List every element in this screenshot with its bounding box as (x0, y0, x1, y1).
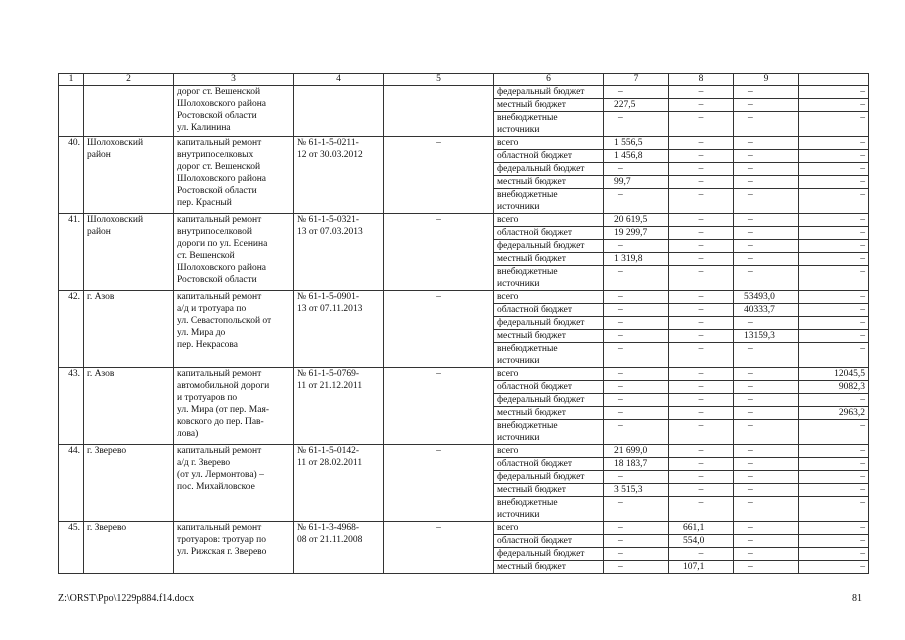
value-col8-cell: – (669, 368, 734, 381)
object-description-cell: капитальный ремонт внутрипоселковой дороги по ул. Есенина ст. Вешенской Шолоховского района Ростовской области (174, 214, 294, 291)
header-cell-2: 2 (84, 74, 174, 86)
value-col8-cell: – (669, 137, 734, 150)
item-number-cell: 44. (59, 445, 84, 522)
column-5-cell: – (384, 522, 494, 574)
value-col9-cell: – (734, 368, 799, 381)
value-col9-cell: – (734, 484, 799, 497)
value-col10-cell: – (799, 150, 869, 163)
value-col8-cell: – (669, 86, 734, 99)
funding-source-cell: областной бюджет (494, 535, 604, 548)
value-col8-cell: – (669, 330, 734, 343)
value-col8-cell: – (669, 445, 734, 458)
funding-source-cell: областной бюджет (494, 150, 604, 163)
value-col10-cell: – (799, 163, 869, 176)
value-col7-cell: – (604, 86, 669, 99)
value-col10-cell: – (799, 561, 869, 574)
value-col7-cell: – (604, 497, 669, 522)
value-col8-cell: – (669, 240, 734, 253)
table-row (59, 368, 869, 381)
value-col7-cell: – (604, 471, 669, 484)
value-col10-cell: – (799, 112, 869, 137)
column-5-cell: – (384, 137, 494, 214)
value-col7-cell: 227,5 (604, 99, 669, 112)
value-col7-cell: – (604, 189, 669, 214)
value-col9-cell: – (734, 253, 799, 266)
column-5-cell: – (384, 291, 494, 368)
funding-source-cell: местный бюджет (494, 484, 604, 497)
funding-source-cell: местный бюджет (494, 407, 604, 420)
funding-source-cell: федеральный бюджет (494, 548, 604, 561)
column-5-cell: – (384, 214, 494, 291)
funding-source-cell: федеральный бюджет (494, 86, 604, 99)
value-col10-cell: – (799, 240, 869, 253)
header-cell-4: 4 (294, 74, 384, 86)
value-col9-cell: – (734, 561, 799, 574)
value-col8-cell: – (669, 266, 734, 291)
item-number-cell: 42. (59, 291, 84, 368)
district-cell: г. Зверево (84, 522, 174, 574)
value-col9-cell: 40333,7 (734, 304, 799, 317)
expertise-number-cell: № 61-1-5-0769- 11 от 21.12.2011 (294, 368, 384, 445)
funding-source-cell: местный бюджет (494, 99, 604, 112)
value-col9-cell: – (734, 317, 799, 330)
value-col10-cell: – (799, 214, 869, 227)
funding-source-cell: местный бюджет (494, 330, 604, 343)
item-number-cell (59, 86, 84, 137)
footer-file-path: Z:\ORST\Ppo\1229p884.f14.docx (58, 593, 195, 604)
value-col8-cell: – (669, 484, 734, 497)
value-col10-cell: – (799, 535, 869, 548)
funding-source-cell: областной бюджет (494, 381, 604, 394)
value-col9-cell: – (734, 189, 799, 214)
value-col9-cell: – (734, 407, 799, 420)
value-col10-cell: – (799, 137, 869, 150)
expertise-number-cell: № 61-1-5-0142- 11 от 28.02.2011 (294, 445, 384, 522)
value-col9-cell: – (734, 548, 799, 561)
object-description-cell: капитальный ремонт внутрипоселковых дорог ст. Вешенской Шолоховского района Ростовской области пер. Красный (174, 137, 294, 214)
district-cell: г. Азов (84, 368, 174, 445)
value-col9-cell: – (734, 522, 799, 535)
item-number-cell: 40. (59, 137, 84, 214)
value-col7-cell: – (604, 330, 669, 343)
value-col9-cell: – (734, 176, 799, 189)
value-col7-cell: – (604, 317, 669, 330)
column-5-cell: – (384, 368, 494, 445)
expertise-number-cell (294, 86, 384, 137)
funding-source-cell: областной бюджет (494, 458, 604, 471)
value-col9-cell: – (734, 266, 799, 291)
object-description-cell: капитальный ремонт автомобильной дороги и тротуаров по ул. Мира (от пер. Мая- ковского до пер. Пав- лова) (174, 368, 294, 445)
value-col9-cell: – (734, 445, 799, 458)
value-col8-cell: – (669, 420, 734, 445)
value-col8-cell: – (669, 150, 734, 163)
table-row (59, 291, 869, 304)
value-col8-cell: – (669, 381, 734, 394)
value-col8-cell: – (669, 99, 734, 112)
expertise-number-cell: № 61-1-5-0321- 13 от 07.03.2013 (294, 214, 384, 291)
value-col10-cell: – (799, 458, 869, 471)
value-col8-cell: – (669, 253, 734, 266)
value-col8-cell: – (669, 317, 734, 330)
header-cell-8: 8 (669, 74, 734, 86)
expertise-number-cell: № 61-1-3-4968- 08 от 21.11.2008 (294, 522, 384, 574)
value-col10-cell: – (799, 471, 869, 484)
value-col9-cell: – (734, 381, 799, 394)
funding-source-cell: местный бюджет (494, 561, 604, 574)
value-col10-cell: – (799, 330, 869, 343)
item-number-cell: 45. (59, 522, 84, 574)
value-col7-cell: 20 619,5 (604, 214, 669, 227)
funding-source-cell: внебюджетные источники (494, 189, 604, 214)
table-row (59, 86, 869, 99)
value-col8-cell: – (669, 112, 734, 137)
value-col7-cell: 1 319,8 (604, 253, 669, 266)
district-cell: Шолоховский район (84, 214, 174, 291)
value-col8-cell: – (669, 189, 734, 214)
funding-source-cell: федеральный бюджет (494, 163, 604, 176)
value-col8-cell: 554,0 (669, 535, 734, 548)
value-col9-cell: – (734, 471, 799, 484)
value-col9-cell: – (734, 86, 799, 99)
funding-source-cell: федеральный бюджет (494, 471, 604, 484)
funding-source-cell: областной бюджет (494, 304, 604, 317)
value-col8-cell: – (669, 163, 734, 176)
column-5-cell: – (384, 445, 494, 522)
value-col10-cell: – (799, 484, 869, 497)
value-col7-cell: – (604, 304, 669, 317)
value-col9-cell: – (734, 137, 799, 150)
table-row (59, 522, 869, 535)
value-col9-cell: – (734, 420, 799, 445)
value-col8-cell: – (669, 343, 734, 368)
district-cell: Шолоховский район (84, 137, 174, 214)
value-col10-cell: – (799, 266, 869, 291)
funding-source-cell: внебюджетные источники (494, 497, 604, 522)
value-col9-cell: – (734, 99, 799, 112)
funding-source-cell: всего (494, 522, 604, 535)
header-cell-3: 3 (174, 74, 294, 86)
value-col9-cell: – (734, 343, 799, 368)
value-col9-cell: – (734, 214, 799, 227)
value-col8-cell: – (669, 497, 734, 522)
value-col10-cell: – (799, 343, 869, 368)
table-row (59, 137, 869, 150)
value-col9-cell: – (734, 112, 799, 137)
footer-page-number: 81 (852, 593, 862, 604)
table-row (59, 445, 869, 458)
value-col7-cell: – (604, 240, 669, 253)
value-col9-cell: – (734, 535, 799, 548)
value-col9-cell: – (734, 394, 799, 407)
item-number-cell: 41. (59, 214, 84, 291)
value-col7-cell: – (604, 522, 669, 535)
object-description-cell: капитальный ремонт а/д г. Зверево (от ул. Лермонтова) – пос. Михайловское (174, 445, 294, 522)
value-col10-cell: – (799, 176, 869, 189)
value-col9-cell: – (734, 240, 799, 253)
object-description-cell: капитальный ремонт а/д и тротуара по ул. Севастопольской от ул. Мира до пер. Некрасова (174, 291, 294, 368)
value-col10-cell: – (799, 86, 869, 99)
funding-source-cell: внебюджетные источники (494, 420, 604, 445)
value-col8-cell: – (669, 214, 734, 227)
funding-source-cell: местный бюджет (494, 253, 604, 266)
value-col7-cell: – (604, 535, 669, 548)
district-cell: г. Зверево (84, 445, 174, 522)
value-col10-cell: – (799, 497, 869, 522)
value-col8-cell: 107,1 (669, 561, 734, 574)
value-col10-cell: – (799, 445, 869, 458)
header-cell-9: 9 (734, 74, 799, 86)
value-col7-cell: – (604, 291, 669, 304)
value-col7-cell: – (604, 548, 669, 561)
expertise-number-cell: № 61-1-5-0901- 13 от 07.11.2013 (294, 291, 384, 368)
value-col8-cell: – (669, 471, 734, 484)
value-col7-cell: – (604, 420, 669, 445)
funding-source-cell: внебюджетные источники (494, 112, 604, 137)
value-col10-cell: – (799, 253, 869, 266)
value-col8-cell: – (669, 176, 734, 189)
value-col8-cell: – (669, 304, 734, 317)
value-col9-cell: – (734, 458, 799, 471)
value-col8-cell: – (669, 227, 734, 240)
value-col7-cell: – (604, 381, 669, 394)
value-col10-cell: 9082,3 (799, 381, 869, 394)
value-col10-cell: – (799, 317, 869, 330)
object-description-cell: дорог ст. Вешенской Шолоховского района Ростовской области ул. Калинина (174, 86, 294, 137)
header-cell-6: 6 (494, 74, 604, 86)
value-col7-cell: 3 515,3 (604, 484, 669, 497)
value-col8-cell: – (669, 458, 734, 471)
value-col8-cell: – (669, 407, 734, 420)
value-col7-cell: – (604, 394, 669, 407)
value-col7-cell: – (604, 343, 669, 368)
value-col9-cell: – (734, 163, 799, 176)
value-col10-cell: – (799, 522, 869, 535)
column-5-cell (384, 86, 494, 137)
value-col10-cell: 12045,5 (799, 368, 869, 381)
value-col10-cell: 2963,2 (799, 407, 869, 420)
value-col10-cell: – (799, 394, 869, 407)
value-col10-cell: – (799, 291, 869, 304)
value-col8-cell: – (669, 291, 734, 304)
funding-source-cell: федеральный бюджет (494, 394, 604, 407)
value-col7-cell: 18 183,7 (604, 458, 669, 471)
district-cell: г. Азов (84, 291, 174, 368)
funding-source-cell: всего (494, 445, 604, 458)
value-col7-cell: – (604, 368, 669, 381)
header-cell-5: 5 (384, 74, 494, 86)
value-col7-cell: – (604, 266, 669, 291)
funding-source-cell: федеральный бюджет (494, 240, 604, 253)
value-col10-cell: – (799, 227, 869, 240)
header-cell-7: 7 (604, 74, 669, 86)
funding-source-cell: всего (494, 214, 604, 227)
value-col8-cell: – (669, 548, 734, 561)
value-col9-cell: 13159,3 (734, 330, 799, 343)
value-col9-cell: – (734, 497, 799, 522)
funding-source-cell: внебюджетные источники (494, 343, 604, 368)
funding-source-cell: всего (494, 368, 604, 381)
value-col10-cell: – (799, 304, 869, 317)
value-col10-cell: – (799, 189, 869, 214)
value-col10-cell: – (799, 548, 869, 561)
value-col7-cell: – (604, 561, 669, 574)
header-cell-1: 1 (59, 74, 84, 86)
funding-source-cell: областной бюджет (494, 227, 604, 240)
value-col7-cell: – (604, 163, 669, 176)
value-col7-cell: 1 456,8 (604, 150, 669, 163)
item-number-cell: 43. (59, 368, 84, 445)
value-col7-cell: 21 699,0 (604, 445, 669, 458)
budget-table (58, 73, 869, 574)
value-col10-cell: – (799, 99, 869, 112)
funding-source-cell: внебюджетные источники (494, 266, 604, 291)
value-col7-cell: 99,7 (604, 176, 669, 189)
value-col8-cell: – (669, 394, 734, 407)
funding-source-cell: всего (494, 137, 604, 150)
value-col9-cell: – (734, 227, 799, 240)
value-col10-cell: – (799, 420, 869, 445)
funding-source-cell: всего (494, 291, 604, 304)
value-col9-cell: – (734, 150, 799, 163)
value-col7-cell: 1 556,5 (604, 137, 669, 150)
district-cell (84, 86, 174, 137)
header-cell-10 (799, 74, 869, 86)
value-col9-cell: 53493,0 (734, 291, 799, 304)
object-description-cell: капитальный ремонт тротуаров: тротуар по ул. Рижская г. Зверево (174, 522, 294, 574)
funding-source-cell: местный бюджет (494, 176, 604, 189)
value-col7-cell: 19 299,7 (604, 227, 669, 240)
value-col7-cell: – (604, 407, 669, 420)
header-row (59, 74, 869, 86)
expertise-number-cell: № 61-1-5-0211- 12 от 30.03.2012 (294, 137, 384, 214)
funding-source-cell: федеральный бюджет (494, 317, 604, 330)
value-col8-cell: 661,1 (669, 522, 734, 535)
table-row (59, 214, 869, 227)
value-col7-cell: – (604, 112, 669, 137)
